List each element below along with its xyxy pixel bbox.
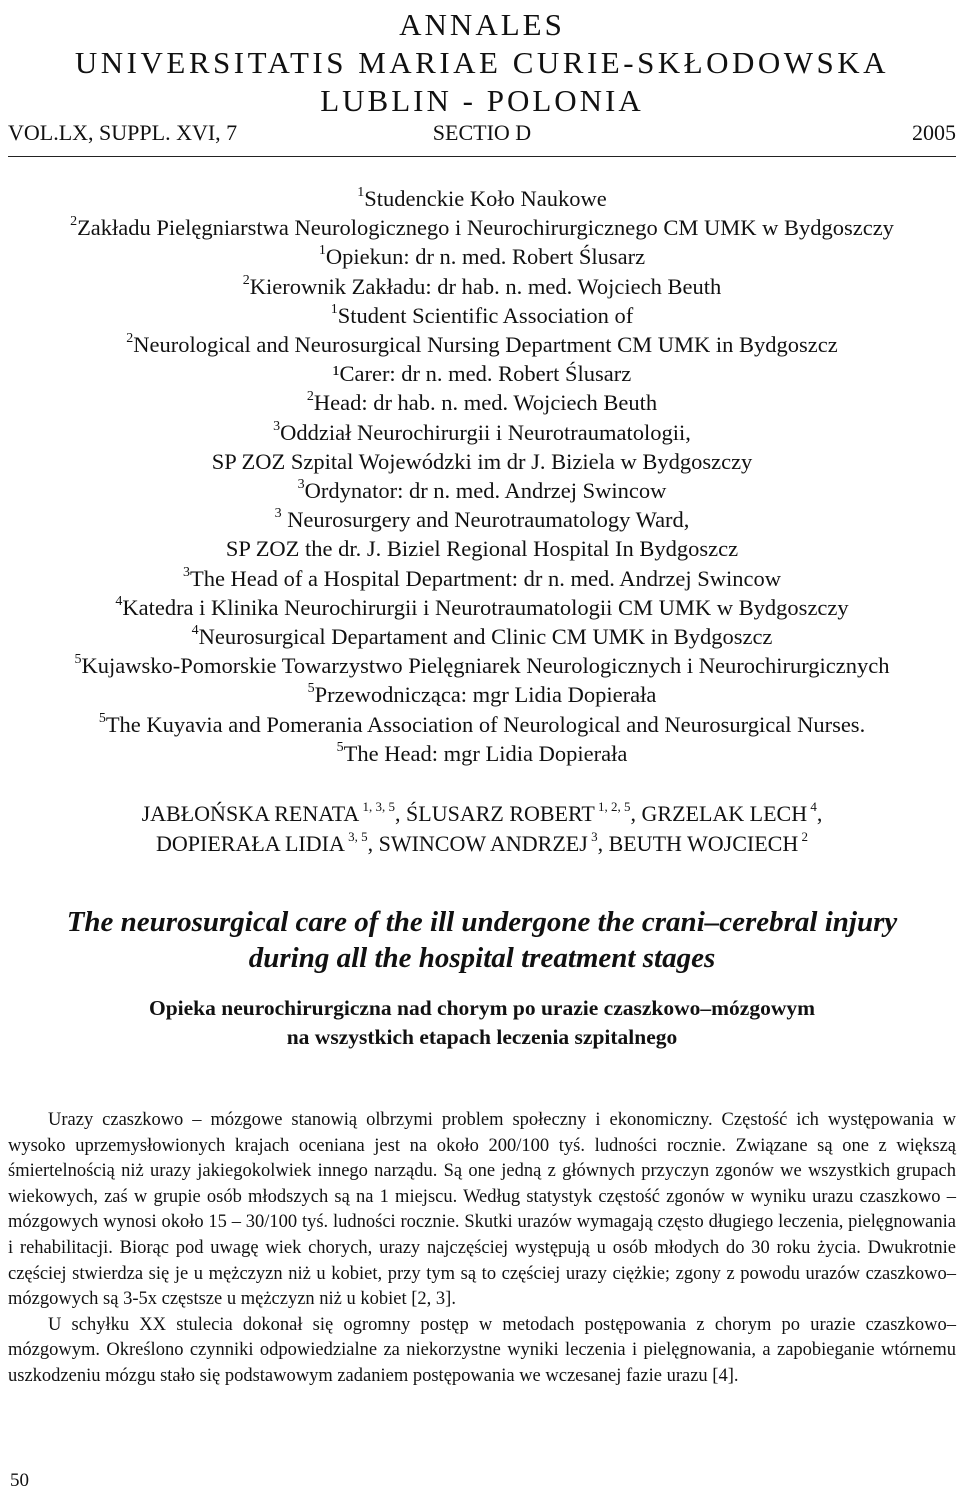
affiliation-line bbox=[8, 213, 956, 242]
affiliation-line bbox=[8, 593, 956, 622]
page-number: 50 bbox=[10, 1470, 29, 1491]
affiliation-text: Ordynator: dr n. med. Andrzej Swincow bbox=[304, 478, 667, 504]
authors-block bbox=[8, 799, 956, 859]
affiliation-sup: 2 bbox=[70, 214, 78, 230]
affiliation-text: Oddział Neurochirurgii i Neurotraumatologii, bbox=[280, 419, 691, 445]
section-label: SECTIO D bbox=[432, 120, 532, 145]
author-name: GRZELAK LECH bbox=[641, 801, 808, 827]
affiliation-line bbox=[8, 710, 956, 739]
affiliation-sup: 1 bbox=[318, 243, 326, 259]
author-separator: , bbox=[597, 831, 609, 857]
affiliation-sup: 1 bbox=[357, 185, 365, 200]
author-separator: , bbox=[395, 801, 407, 827]
affiliation-line bbox=[8, 272, 956, 301]
author-affiliation-sup: 3, 5 bbox=[344, 829, 368, 845]
title-pl-line2: na wszystkich etapach leczenia szpitalnego bbox=[286, 1025, 678, 1050]
affiliation-line bbox=[8, 739, 956, 768]
volume-row bbox=[8, 120, 956, 150]
authors-line-1 bbox=[8, 799, 956, 829]
affiliation-line bbox=[8, 680, 956, 709]
affiliation-line bbox=[8, 330, 956, 359]
affiliation-sup: 2 bbox=[242, 272, 250, 288]
affiliation-text: Studenckie Koło Naukowe bbox=[364, 186, 607, 211]
title-pl-line1: Opieka neurochirurgiczna nad chorym po urazie czaszkowo–mózgowym bbox=[148, 996, 816, 1021]
affiliation-text: The Head of a Hospital Department: dr n. med. Andrzej Swincow bbox=[189, 565, 782, 591]
author-affiliation-sup: 4 bbox=[807, 799, 817, 815]
affiliation-text: Przewodnicząca: mgr Lidia Dopierała bbox=[314, 682, 657, 708]
affiliation-sup: 4 bbox=[115, 593, 123, 609]
body-paragraph-2: U schyłku XX stulecia dokonał się ogromny postęp w metodach postępowania z chorym po urazie czaszkowo–mózgowym. Określono czynniki odpowiedzialne za niekorzystne wyniki leczenia i pielęgnowania, a zapobieganie wtórnemu uszkodzeniu mózgu stało się podstawowym zadaniem postępowania we wczesanej fazie urazu [4]. bbox=[8, 1314, 956, 1386]
author-name: ŚLUSARZ ROBERT bbox=[406, 801, 595, 827]
title-en-line1: The neurosurgical care of the ill undergone the crani–cerebral injury bbox=[66, 906, 898, 939]
header-divider bbox=[8, 156, 956, 157]
article-page bbox=[8, 0, 956, 1390]
affiliation-text: Kujawsko-Pomorskie Towarzystwo Pielęgniarek Neurologicznych i Neurochirurgicznych bbox=[81, 653, 890, 679]
affiliation-text: Student Scientific Association of bbox=[337, 302, 634, 328]
journal-name-line2: UNIVERSITATIS MARIAE CURIE-SKŁODOWSKA bbox=[74, 45, 890, 80]
affiliation-sup: 2 bbox=[126, 331, 134, 347]
affiliation-sup: 1 bbox=[330, 301, 338, 317]
author-affiliation-sup: 1, 3, 5 bbox=[359, 799, 396, 815]
affiliation-text: Neurosurgery and Neurotraumatology Ward, bbox=[281, 507, 690, 533]
affiliation-text: ¹Carer: dr n. med. Robert Ślusarz bbox=[332, 361, 632, 387]
author-name: DOPIERAŁA LIDIA bbox=[156, 831, 345, 857]
affiliation-sup: 3 bbox=[297, 477, 305, 493]
affiliation-text: Opiekun: dr n. med. Robert Ślusarz bbox=[325, 244, 646, 270]
affiliation-line bbox=[8, 242, 956, 271]
affiliation-sup: 5 bbox=[98, 710, 106, 726]
body-paragraph-1: Urazy czaszkowo – mózgowe stanowią olbrzymi problem społeczny i ekonomiczny. Częstość ich występowania w wysoko uprzemysłowionych krajach oceniana jest na około 200/100 tyś. ludności rocznie. Związane są one z większą śmiertelnością niż urazy jakiegokolwiek innego narządu. Są one jedną z głównych przyczyn zgonów we wszystkich grupach wiekowych, zaś w grupie osób młodszych są na 1 miejscu. Według statystyk częstość zgonów w wyniku urazu czaszkowo – mózgowych wynosi około 15 – 30/100 tyś. ludności rocznie. Skutki urazów wymagają często długiego leczenia, pielęgnowania i rehabilitacji. Biorąc pod uwagę wiek chorych, urazy najczęściej występują u osób młodych do 30 roku życia. Dwukrotnie częściej stwierdza się je u mężczyzn niż u kobiet, przy tym są to częściej urazy ciężkie; zgony z powodu urazów czaszkowo–mózgowych są 3-5x częstsze u mężczyzn niż u kobiet [2, 3]. bbox=[8, 1110, 956, 1310]
affiliation-text: SP ZOZ the dr. J. Biziel Regional Hospital In Bydgoszcz bbox=[225, 536, 739, 562]
affiliation-sup: 5 bbox=[336, 739, 344, 755]
affiliation-sup: 4 bbox=[191, 623, 199, 639]
affiliation-line bbox=[8, 184, 956, 213]
author-separator: , bbox=[630, 801, 642, 827]
affiliation-line bbox=[8, 476, 956, 505]
affiliation-sup: 3 bbox=[273, 418, 281, 434]
affiliation-sup: 2 bbox=[306, 389, 314, 405]
affiliation-text: Katedra i Klinika Neurochirurgii i Neurotraumatologii CM UMK w Bydgoszczy bbox=[122, 594, 849, 620]
affiliation-text: SP ZOZ Szpital Wojewódzki im dr J. Biziela w Bydgoszczy bbox=[211, 448, 753, 474]
author-name: JABŁOŃSKA RENATA bbox=[141, 801, 360, 827]
affiliation-sup: 5 bbox=[307, 681, 315, 697]
year-label: 2005 bbox=[912, 120, 956, 145]
affiliation-line bbox=[8, 564, 956, 593]
author-name: BEUTH WOJCIECH bbox=[608, 831, 799, 857]
author-affiliation-sup: 1, 2, 5 bbox=[594, 799, 631, 815]
affiliation-line bbox=[8, 505, 956, 534]
author-name: SWINCOW ANDRZEJ bbox=[378, 831, 588, 857]
affiliation-sup: 3 bbox=[274, 506, 282, 522]
affiliation-text: Head: dr hab. n. med. Wojciech Beuth bbox=[313, 390, 658, 416]
affiliations-block bbox=[8, 184, 956, 768]
affiliation-line bbox=[8, 388, 956, 417]
article-body bbox=[8, 1108, 956, 1390]
journal-name-line3: LUBLIN - POLONIA bbox=[320, 83, 644, 118]
article-title-english bbox=[8, 904, 956, 976]
author-affiliation-sup: 2 bbox=[798, 829, 808, 845]
affiliation-line bbox=[8, 534, 956, 563]
affiliation-line bbox=[8, 447, 956, 476]
affiliation-text: Kierownik Zakładu: dr hab. n. med. Wojciech Beuth bbox=[249, 273, 722, 299]
affiliation-sup: 5 bbox=[74, 652, 82, 668]
authors-line-2 bbox=[8, 829, 956, 859]
affiliation-sup: 3 bbox=[182, 564, 190, 580]
journal-header bbox=[8, 0, 956, 120]
author-separator: , bbox=[367, 831, 379, 857]
author-affiliation-sup: 3 bbox=[587, 829, 598, 845]
affiliation-text: Zakładu Pielęgniarstwa Neurologicznego i Neurochirurgicznego CM UMK w Bydgoszczy bbox=[77, 215, 894, 241]
author-separator: , bbox=[816, 801, 823, 827]
affiliation-line bbox=[8, 622, 956, 651]
volume-label: VOL.LX, SUPPL. XVI, 7 bbox=[8, 120, 238, 145]
affiliation-line bbox=[8, 651, 956, 680]
article-title-polish bbox=[8, 994, 956, 1052]
affiliation-text: Neurosurgical Departament and Clinic CM UMK in Bydgoszcz bbox=[198, 624, 773, 650]
affiliation-text: The Kuyavia and Pomerania Association of Neurological and Neurosurgical Nurses. bbox=[105, 711, 866, 737]
affiliation-line bbox=[8, 301, 956, 330]
affiliation-text: Neurological and Neurosurgical Nursing Department CM UMK in Bydgoszcz bbox=[133, 332, 838, 358]
title-en-line2: during all the hospital treatment stages bbox=[248, 942, 716, 975]
affiliation-text: The Head: mgr Lidia Dopierała bbox=[343, 740, 628, 766]
affiliation-line bbox=[8, 359, 956, 388]
journal-name-line1: ANNALES bbox=[399, 7, 565, 42]
affiliation-line bbox=[8, 418, 956, 447]
